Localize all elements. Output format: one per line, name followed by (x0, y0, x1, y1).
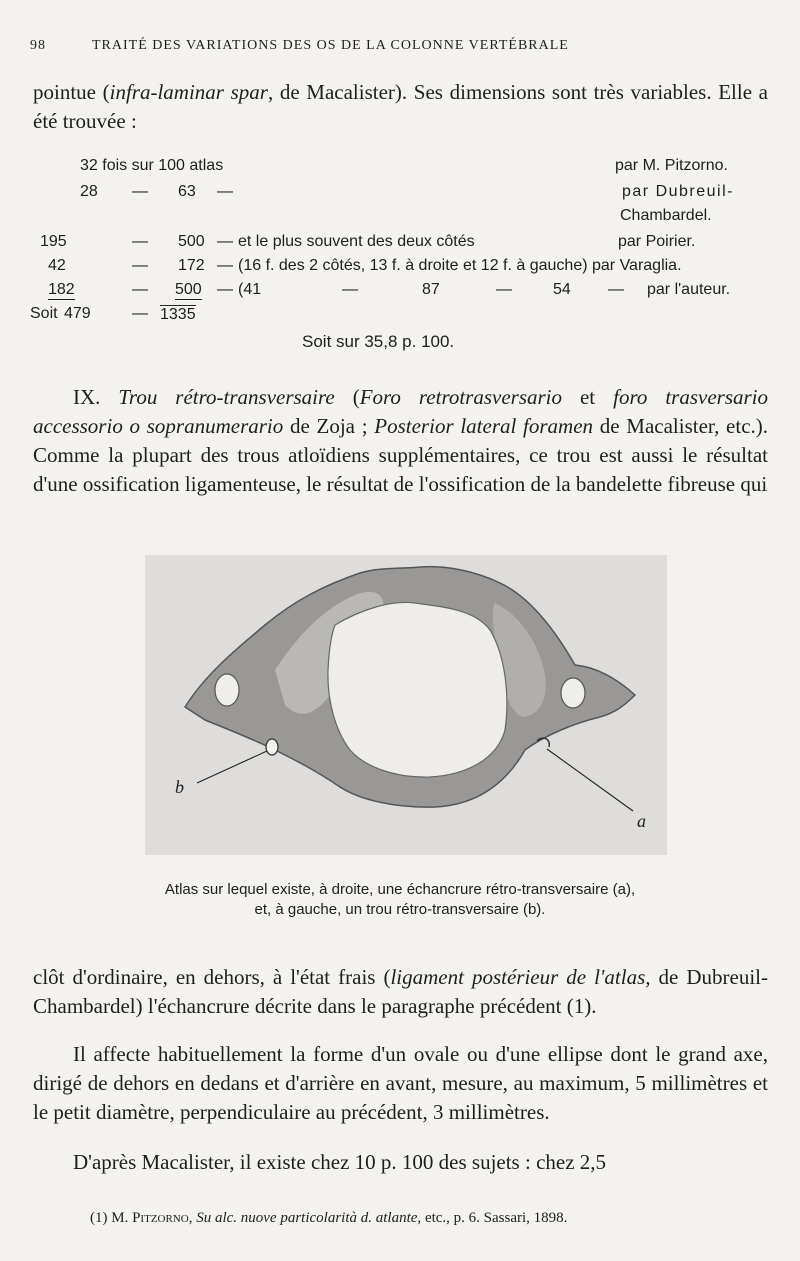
footnote-number: (1) M. (90, 1210, 133, 1226)
stat-dash: — (132, 183, 148, 200)
section-text: et (562, 385, 614, 409)
left-transverse-foramen (215, 674, 239, 706)
vertebral-foramen (328, 602, 507, 777)
atlas-vertebra-illustration (145, 555, 667, 855)
stat-summary: Soit sur 35,8 p. 100. (302, 332, 455, 351)
statistics-table (30, 157, 775, 357)
stat-count: 28 (80, 183, 98, 200)
section-italic-term: foro trasversario accessorio o sopranumerario (33, 385, 769, 438)
section-italic-term: Foro retrotrasversario (359, 385, 563, 409)
stat-dash: — (217, 233, 233, 250)
stat-dash: — (217, 183, 233, 200)
footnote-title: Su alc. nuove particolarità d. atlante, (192, 1210, 422, 1226)
figure-label-b: b (175, 777, 184, 797)
stat-count: 42 (48, 257, 66, 274)
stat-mid: 87 (422, 281, 440, 298)
stat-author: par Poirier. (618, 233, 696, 250)
paragraph-text: clôt d'ordinaire, en dehors, à l'état frais ( (33, 965, 391, 989)
stat-note: (16 f. des 2 côtés, 13 f. à droite et 12 f. à gauche) par Varaglia. (238, 257, 682, 274)
stat-count: 182 (48, 281, 75, 298)
section-title: Trou rétro-transversaire (118, 385, 335, 409)
stat-dash: — (132, 257, 148, 274)
footnote-author: Pitzorno, (132, 1210, 193, 1226)
stat-author: par M. Pitzorno. (615, 157, 728, 174)
section-italic-term: Posterior lateral foramen (374, 414, 594, 438)
footnote-rest: etc., p. 6. Sassari, 1898. (421, 1210, 568, 1226)
stat-dash: — (342, 281, 358, 298)
stat-note: et le plus souvent des deux côtés (238, 233, 475, 250)
stat-dash: — (217, 257, 233, 274)
right-transverse-foramen (561, 678, 585, 708)
stat-count: 479 (64, 305, 91, 322)
stat-row (30, 233, 775, 257)
intro-italic-term: infra-laminar spar (109, 80, 268, 104)
stat-total: 63 (178, 183, 196, 200)
stat-total: 500 (175, 281, 202, 298)
stat-paren: (41 (238, 281, 262, 298)
stat-dash: — (132, 281, 148, 298)
stat-count: 32 fois sur 100 atlas (80, 157, 224, 174)
stat-total: 500 (178, 233, 205, 250)
paragraph-text: de Dubreuil-Chambardel) l'échancrure décrite dans le paragraphe précédent (1). (33, 965, 768, 1018)
section-text: de Macalister, etc.). Comme la plupart des trous atloïdiens supplémentaires, ce trou est aussi le résultat d'une ossification ligamenteuse, le résultat de l'ossification de la bandelette fibreuse qui (33, 414, 769, 496)
stat-row (30, 281, 775, 305)
stat-total: 172 (178, 257, 205, 274)
stat-total: 1335 (160, 306, 196, 323)
paragraph-italic-term: ligament postérieur de l'atlas, (390, 965, 651, 989)
caption-line-1: Atlas sur lequel existe, à droite, une échancrure rétro-transversaire (a), (164, 881, 636, 898)
stat-prefix: Soit (30, 305, 58, 322)
stat-author-cont: Chambardel. (620, 207, 712, 224)
section-numeral: IX. (73, 385, 101, 409)
intro-text-start: pointue ( (33, 80, 110, 104)
stat-row (30, 257, 775, 281)
stat-author: par Dubreuil- (622, 183, 734, 200)
continuation-paragraph (33, 963, 768, 1021)
stat-author: par l'auteur. (647, 281, 731, 298)
stat-last: 54 (553, 281, 571, 298)
running-header (30, 38, 770, 60)
stat-row (30, 157, 775, 181)
footnote (90, 1210, 780, 1227)
stat-dash: — (496, 281, 512, 298)
section-text: ( (334, 385, 360, 409)
stat-dash: — (608, 281, 624, 298)
stat-dash: — (132, 305, 148, 322)
figure-caption (40, 880, 760, 920)
ovale-paragraph: Il affecte habituellement la forme d'un ovale ou d'une ellipse dont le grand axe, dirigé de dehors en dedans et d'arrière en avant, mesure, au maximum, 5 millimètres et le petit diamètre, perpendiculaire au précédent, 3 millimètres. (33, 1042, 768, 1124)
stat-row-total (30, 305, 775, 329)
stat-dash: — (217, 281, 233, 298)
retro-transverse-foramen-b (266, 739, 278, 755)
figure-label-a: a (637, 811, 646, 831)
stat-summary-row (30, 332, 775, 356)
intro-text-end: , de Macalister). Ses dimensions sont très variables. Elle a été trouvée : (33, 80, 768, 133)
stat-count: 195 (40, 233, 67, 250)
page-number: 98 (30, 38, 46, 53)
stat-row (30, 207, 775, 231)
section-text: de Zoja ; (283, 414, 375, 438)
intro-paragraph (33, 78, 768, 136)
macalister-paragraph: D'après Macalister, il existe chez 10 p. 100 des sujets : chez 2,5 (73, 1150, 607, 1174)
section-ix-paragraph (33, 383, 768, 499)
running-title: TRAITÉ DES VARIATIONS DES OS DE LA COLONNE VERTÉBRALE (92, 38, 569, 53)
caption-line-2: et, à gauche, un trou rétro-transversaire (b). (254, 901, 546, 918)
atlas-figure (145, 555, 667, 855)
stat-row (30, 183, 775, 207)
stat-dash: — (132, 233, 148, 250)
